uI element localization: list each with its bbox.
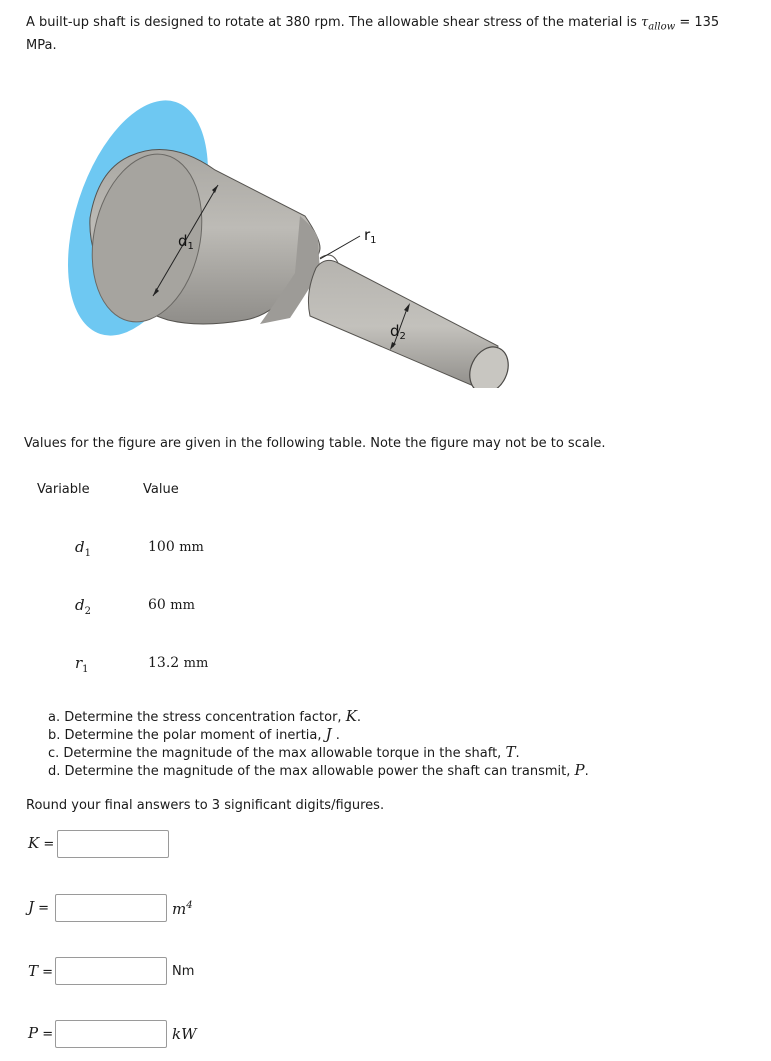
answer-k-input[interactable] bbox=[57, 830, 169, 858]
shaft-figure bbox=[20, 88, 520, 388]
answer-t-label: T = bbox=[28, 962, 54, 980]
question-c: c. Determine the magnitude of the max allowable torque in the shaft, T. bbox=[48, 743, 520, 761]
answer-j-input[interactable] bbox=[55, 894, 167, 922]
figure-note: Values for the figure are given in the following table. Note the figure may not be to scale. bbox=[24, 436, 606, 451]
answer-t-input[interactable] bbox=[55, 957, 167, 985]
table-header-value: Value bbox=[143, 482, 179, 497]
answer-p-unit: kW bbox=[172, 1025, 197, 1043]
question-b: b. Determine the polar moment of inertia, J . bbox=[48, 725, 340, 743]
question-d: d. Determine the magnitude of the max allowable power the shaft can transmit, P. bbox=[48, 761, 589, 779]
problem-unit: MPa. bbox=[26, 37, 57, 53]
r1-label: $r_1$ bbox=[364, 226, 377, 246]
answer-p-input[interactable] bbox=[55, 1020, 167, 1048]
table-row-value-d1: 100 mm bbox=[148, 539, 204, 555]
table-row-var-d2: $d_2$ bbox=[75, 596, 91, 617]
problem-statement bbox=[26, 14, 746, 55]
answer-k-label: K = bbox=[28, 834, 55, 852]
small-shaft bbox=[308, 260, 498, 388]
d2-label: $d_2$ bbox=[390, 322, 406, 342]
answer-j-label: J = bbox=[28, 898, 50, 916]
table-row-var-r1: $r_1$ bbox=[75, 654, 89, 675]
question-a: a. Determine the stress concentration factor, K. bbox=[48, 707, 362, 725]
r1-leader-line bbox=[320, 236, 360, 259]
answer-j-unit: $m^4$ bbox=[172, 900, 193, 918]
answer-p-label: P = bbox=[28, 1024, 54, 1042]
question-list bbox=[48, 708, 589, 780]
table-row-var-d1: $d_1$ bbox=[75, 538, 91, 559]
tau-value: = 135 bbox=[675, 15, 720, 30]
table-row-value-d2: 60 mm bbox=[148, 597, 195, 613]
d1-label: $d_1$ bbox=[178, 232, 194, 252]
problem-text: A built-up shaft is designed to rotate at 380 rpm. The allowable shear stress of the material is bbox=[26, 15, 642, 30]
tau-symbol: $\tau_{allow}$ bbox=[641, 15, 676, 33]
rounding-note: Round your final answers to 3 significant digits/figures. bbox=[26, 798, 385, 813]
answer-t-unit: Nm bbox=[172, 964, 195, 979]
table-header-variable: Variable bbox=[37, 482, 90, 497]
table-row-value-r1: 13.2 mm bbox=[148, 655, 209, 671]
